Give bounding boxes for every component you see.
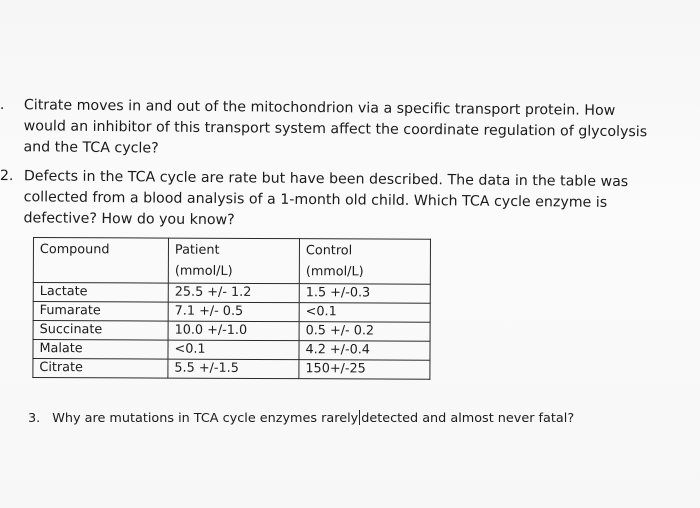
cell-control: 4.2 +/-0.4 (299, 341, 430, 361)
table-header-row (33, 238, 430, 285)
cell-control: 150+/-25 (299, 360, 430, 380)
question-1-number: . (0, 96, 5, 114)
question-2-line: defective? How do you know? (23, 210, 235, 229)
table-row (33, 359, 430, 380)
cell-patient: 25.5 +/- 1.2 (168, 283, 299, 303)
cell-control: 1.5 +/-0.3 (299, 284, 430, 304)
question-2 (0, 166, 690, 229)
header-patient-label: Patient (174, 242, 220, 258)
question-2-number: 2. (0, 167, 14, 185)
header-control-label: Control (305, 243, 353, 259)
table-row (33, 283, 430, 304)
table-row (33, 302, 430, 323)
cell-control: 0.5 +/- 0.2 (299, 322, 430, 342)
header-compound-label: Compound (39, 242, 110, 258)
cell-patient: 10.0 +/-1.0 (168, 321, 299, 341)
header-compound (33, 238, 168, 284)
header-patient (168, 238, 299, 284)
question-3 (28, 410, 574, 428)
question-1-line: Citrate moves in and out of the mitochondrion via a specific transport protein. How (23, 97, 616, 119)
cell-compound: Citrate (33, 359, 168, 379)
header-patient-unit: (mmol/L) (174, 263, 233, 279)
cell-compound: Lactate (33, 283, 168, 303)
question-2-text (23, 166, 684, 235)
table-row (33, 321, 430, 342)
header-control-unit: (mmol/L) (305, 264, 364, 280)
question-1-line: would an inhibitor of this transport system affect the coordinate regulation of glycolysis (23, 118, 648, 141)
question-1-text (23, 95, 684, 164)
question-2-line: Defects in the TCA cycle are rate but have been described. The data in the table was (23, 168, 629, 191)
metabolite-table (32, 237, 431, 380)
question-1 (0, 95, 690, 157)
question-2-line: collected from a blood analysis of a 1-month old child. Which TCA cycle enzyme is (23, 189, 608, 211)
cell-control: <0.1 (299, 303, 430, 323)
question-1-line: and the TCA cycle? (23, 139, 159, 157)
table-row (33, 340, 430, 361)
question-3-text-end: detected and almost never fatal? (361, 411, 575, 426)
cell-compound: Malate (33, 340, 168, 360)
header-control (299, 239, 430, 285)
cell-compound: Fumarate (33, 302, 168, 322)
cell-patient: 7.1 +/- 0.5 (168, 302, 299, 322)
question-3-number: 3. (28, 411, 41, 426)
cell-compound: Succinate (33, 321, 168, 341)
question-3-text-start: Why are mutations in TCA cycle enzymes rarely (52, 411, 359, 426)
cell-patient: <0.1 (168, 340, 299, 360)
cell-patient: 5.5 +/-1.5 (168, 359, 299, 379)
